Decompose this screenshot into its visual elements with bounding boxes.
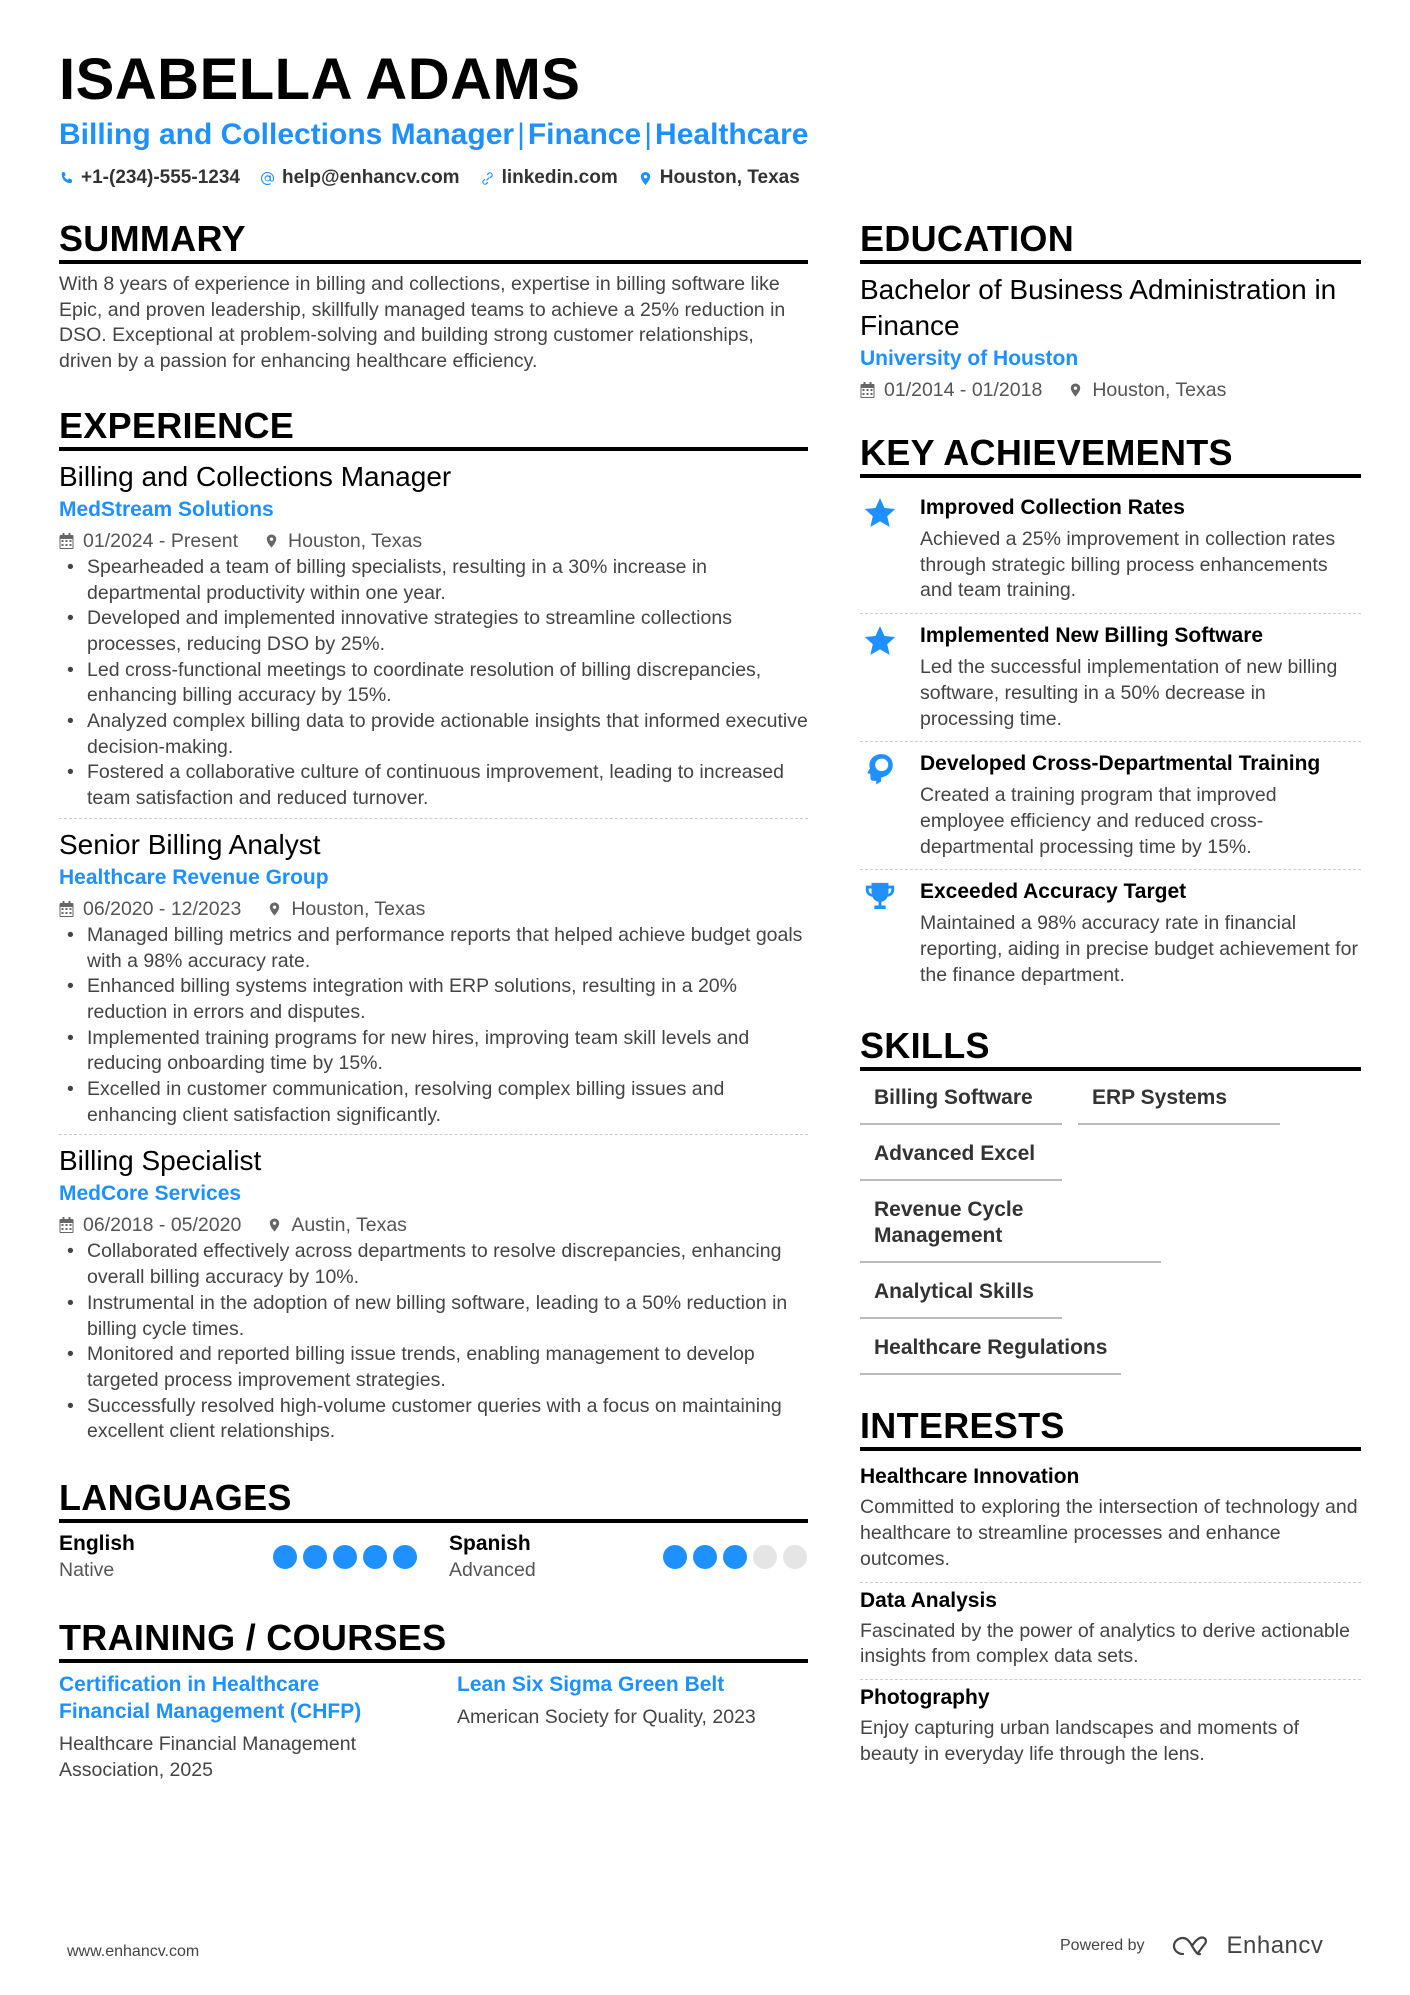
course-item <box>59 1671 409 1783</box>
location-pin-icon <box>638 171 653 186</box>
course-org: Healthcare Financial Management Association, 2025 <box>59 1733 356 1782</box>
calendar-icon <box>59 1217 74 1233</box>
phone-icon <box>59 171 74 186</box>
interest-desc: Fascinated by the power of analytics to derive actionable insights from complex data sets. <box>860 1619 1350 1668</box>
bullet-item: • Spearheaded a team of billing specialists, resulting in a 30% increase in departmental productivity within one year. <box>59 555 808 606</box>
star-icon <box>860 622 900 732</box>
job-location <box>264 527 422 555</box>
job-entry <box>59 1143 808 1451</box>
dates-text: 01/2024 - Present <box>83 529 239 552</box>
achievement-body <box>920 878 1361 988</box>
course-title: Certification in Healthcare Financial Management (CHFP) <box>59 1673 362 1724</box>
section-title-experience: EXPERIENCE <box>59 405 808 451</box>
job-bullets <box>59 923 808 1129</box>
achievement-item <box>860 614 1361 742</box>
headline-industry: Healthcare <box>655 118 809 151</box>
job-entry <box>59 827 808 1136</box>
achievement-title: Implemented New Billing Software <box>920 624 1264 648</box>
job-title: Billing Specialist <box>59 1145 262 1177</box>
interest-desc: Enjoy capturing urban landscapes and moments of beauty in everyday life through the lens. <box>860 1716 1300 1765</box>
interest-item <box>860 1680 1361 1776</box>
phone-text: +1-(234)-555-1234 <box>81 167 240 188</box>
skill-list <box>860 1081 1361 1375</box>
proficiency-dot-filled <box>303 1545 327 1569</box>
skills-section <box>860 1025 1361 1375</box>
achievement-title: Exceeded Accuracy Target <box>920 880 1187 904</box>
school-name: University of Houston <box>860 347 1079 370</box>
skill-tag: Healthcare Regulations <box>860 1331 1121 1375</box>
job-title: Billing and Collections Manager <box>59 460 452 492</box>
language-name: English <box>59 1532 135 1556</box>
job-bullets <box>59 1239 808 1445</box>
education-meta <box>860 376 1361 404</box>
location-text: Houston, Texas <box>291 897 426 920</box>
interest-item <box>860 1583 1361 1680</box>
job-entry <box>59 459 808 819</box>
summary-section <box>59 218 808 375</box>
education-section <box>860 218 1361 404</box>
company-name: MedStream Solutions <box>59 497 274 521</box>
proficiency-dot-filled <box>723 1545 747 1569</box>
bullet-item: • Instrumental in the adoption of new billing software, leading to a 50% reduction in billing cycle times. <box>59 1291 808 1342</box>
language-item <box>449 1531 807 1583</box>
degree: Bachelor of Business Administration in Finance <box>860 274 1337 341</box>
job-location <box>267 1211 407 1239</box>
proficiency-dot-empty <box>783 1545 807 1569</box>
achievement-item <box>860 870 1361 997</box>
headline <box>59 116 1359 154</box>
achievements-section <box>860 432 1361 997</box>
footer-branding <box>1060 1932 1323 1960</box>
achievement-body <box>920 494 1361 604</box>
brand-name: Enhancv <box>1226 1932 1324 1959</box>
calendar-icon <box>860 382 875 398</box>
company-name: MedCore Services <box>59 1182 242 1206</box>
achievement-item <box>860 486 1361 614</box>
bullet-item: • Collaborated effectively across departments to resolve discrepancies, enhancing overall billing accuracy by 10%. <box>59 1239 808 1290</box>
course-org: American Society for Quality, 2023 <box>457 1706 756 1729</box>
achievement-body <box>920 622 1361 732</box>
achievement-item <box>860 742 1361 870</box>
job-bullets <box>59 555 808 812</box>
dates-text: 06/2020 - 12/2023 <box>83 897 242 920</box>
job-meta <box>59 1211 808 1239</box>
language-item <box>59 1531 417 1583</box>
headline-role: Billing and Collections Manager <box>59 118 515 151</box>
bullet-item: • Excelled in customer communication, resolving complex billing issues and enhancing client satisfaction significantly. <box>59 1077 808 1128</box>
interest-title: Data Analysis <box>860 1588 997 1612</box>
achievement-desc: Maintained a 98% accuracy rate in financial reporting, aiding in precise budget achievement for the finance department. <box>920 912 1358 986</box>
section-title-summary: SUMMARY <box>59 218 808 264</box>
experience-section <box>59 405 808 1451</box>
head-brain-icon <box>860 750 900 860</box>
skill-tag: Revenue Cycle Management <box>860 1193 1161 1263</box>
interest-desc: Committed to exploring the intersection of technology and healthcare to streamline processes and enhance outcomes. <box>860 1496 1358 1570</box>
contact-phone[interactable] <box>59 166 240 190</box>
section-title-education: EDUCATION <box>860 218 1361 264</box>
skill-tag: ERP Systems <box>1078 1081 1280 1125</box>
contact-linkedin[interactable] <box>480 166 618 190</box>
bullet-item: • Implemented training programs for new hires, improving team skill levels and reducing onboarding time by 15%. <box>59 1026 808 1077</box>
at-icon <box>260 171 275 186</box>
bullet-item: • Developed and implemented innovative strategies to streamline collections processes, reducing DSO by 25%. <box>59 606 808 657</box>
interest-title: Healthcare Innovation <box>860 1465 1080 1489</box>
calendar-icon <box>59 533 74 549</box>
left-column <box>59 218 808 1783</box>
location-pin-icon <box>1068 382 1083 398</box>
footer-website[interactable]: www.enhancv.com <box>67 1943 200 1960</box>
trophy-icon <box>860 878 900 988</box>
proficiency-dot-filled <box>693 1545 717 1569</box>
summary-text: With 8 years of experience in billing and collections, expertise in billing software like Epic, and proven leadership, skillfully managed teams to achieve a 25% reduction in DSO. Exceptional at problem-solving and building strong customer relationships, driven by a passion for enhancing healthcare efficiency. <box>59 273 786 373</box>
location-text: Houston, Texas <box>288 529 423 552</box>
achievement-desc: Achieved a 25% improvement in collection rates through strategic billing process enhancements and team training. <box>920 528 1336 602</box>
proficiency-dot-filled <box>363 1545 387 1569</box>
language-level: Advanced <box>449 1559 536 1582</box>
contact-row <box>59 166 1359 190</box>
infinity-heart-icon <box>1169 1934 1215 1958</box>
achievement-desc: Created a training program that improved employee efficiency and reduced cross-departmental processing time by 15%. <box>920 784 1277 858</box>
training-section <box>59 1617 808 1783</box>
course-title: Lean Six Sigma Green Belt <box>457 1673 725 1697</box>
bullet-item: • Enhanced billing systems integration with ERP solutions, resulting in a 20% reduction in errors and disputes. <box>59 974 808 1025</box>
proficiency-dot-filled <box>663 1545 687 1569</box>
job-location <box>267 895 425 923</box>
job-dates <box>59 527 238 555</box>
section-title-languages: LANGUAGES <box>59 1477 808 1523</box>
star-icon <box>860 494 900 604</box>
section-title-achievements: KEY ACHIEVEMENTS <box>860 432 1361 478</box>
contact-email[interactable] <box>260 166 460 190</box>
language-level: Native <box>59 1559 115 1582</box>
location-pin-icon <box>264 533 279 549</box>
proficiency-dot-filled <box>333 1545 357 1569</box>
interest-item <box>860 1459 1361 1582</box>
course-item <box>457 1671 807 1783</box>
bullet-item: • Monitored and reported billing issue trends, enabling management to develop targeted process improvement strategies. <box>59 1342 808 1393</box>
education-dates <box>860 376 1042 404</box>
language-text <box>59 1531 135 1583</box>
languages-section <box>59 1477 808 1583</box>
job-meta <box>59 527 808 555</box>
bullet-item: • Led cross-functional meetings to coordinate resolution of billing discrepancies, enhancing billing accuracy by 15%. <box>59 658 808 709</box>
language-name: Spanish <box>449 1532 531 1556</box>
skill-tag: Billing Software <box>860 1081 1062 1125</box>
dates-text: 01/2014 - 01/2018 <box>884 379 1043 401</box>
proficiency-dots <box>273 1545 417 1569</box>
bullet-item: • Successfully resolved high-volume customer queries with a focus on maintaining excellent client relationships. <box>59 1394 808 1445</box>
bullet-item: • Fostered a collaborative culture of continuous improvement, leading to increased team satisfaction and reduced turnover. <box>59 760 808 811</box>
location-text: Austin, Texas <box>291 1214 407 1237</box>
achievement-body <box>920 750 1361 860</box>
proficiency-dot-filled <box>393 1545 417 1569</box>
linkedin-text: linkedin.com <box>501 167 618 188</box>
job-meta <box>59 895 808 923</box>
section-title-interests: INTERESTS <box>860 1405 1361 1451</box>
link-icon <box>480 171 495 186</box>
powered-by-text: Powered by <box>1060 1937 1145 1954</box>
right-column <box>860 218 1361 1776</box>
achievement-title: Improved Collection Rates <box>920 496 1185 519</box>
location-pin-icon <box>267 1217 282 1233</box>
bullet-item: • Managed billing metrics and performance reports that helped achieve budget goals with a 98% accuracy rate. <box>59 923 808 974</box>
section-title-skills: SKILLS <box>860 1025 1361 1071</box>
location-text: Houston, Texas <box>659 167 800 188</box>
language-text <box>449 1531 536 1583</box>
course-list <box>59 1671 808 1783</box>
job-title: Senior Billing Analyst <box>59 828 321 860</box>
dates-text: 06/2018 - 05/2020 <box>83 1214 242 1237</box>
headline-separator: | <box>644 118 653 151</box>
interest-title: Photography <box>860 1685 990 1709</box>
proficiency-dot-filled <box>273 1545 297 1569</box>
job-dates <box>59 895 241 923</box>
location-text: Houston, Texas <box>1092 379 1227 401</box>
interests-section <box>860 1405 1361 1776</box>
proficiency-dots <box>663 1545 807 1569</box>
company-name: Healthcare Revenue Group <box>59 865 329 889</box>
headline-separator: | <box>517 118 525 151</box>
achievement-title: Developed Cross-Departmental Training <box>920 752 1321 776</box>
resume-header <box>59 46 1359 190</box>
skill-tag: Analytical Skills <box>860 1275 1062 1319</box>
headline-field: Finance <box>527 118 642 151</box>
proficiency-dot-empty <box>753 1545 777 1569</box>
email-text: help@enhancv.com <box>281 167 460 188</box>
language-list <box>59 1531 808 1583</box>
section-title-training: TRAINING / COURSES <box>59 1617 808 1663</box>
location-pin-icon <box>267 901 282 917</box>
bullet-item: • Analyzed complex billing data to provide actionable insights that informed executive decision-making. <box>59 709 808 760</box>
job-dates <box>59 1211 241 1239</box>
calendar-icon <box>59 901 74 917</box>
contact-location <box>638 166 800 190</box>
education-location <box>1068 376 1226 404</box>
skill-tag: Advanced Excel <box>860 1137 1062 1181</box>
achievement-desc: Led the successful implementation of new billing software, resulting in a 50% decrease in processing time. <box>920 656 1338 730</box>
candidate-name: ISABELLA ADAMS <box>59 47 581 112</box>
enhancv-logo[interactable] <box>1169 1932 1324 1960</box>
